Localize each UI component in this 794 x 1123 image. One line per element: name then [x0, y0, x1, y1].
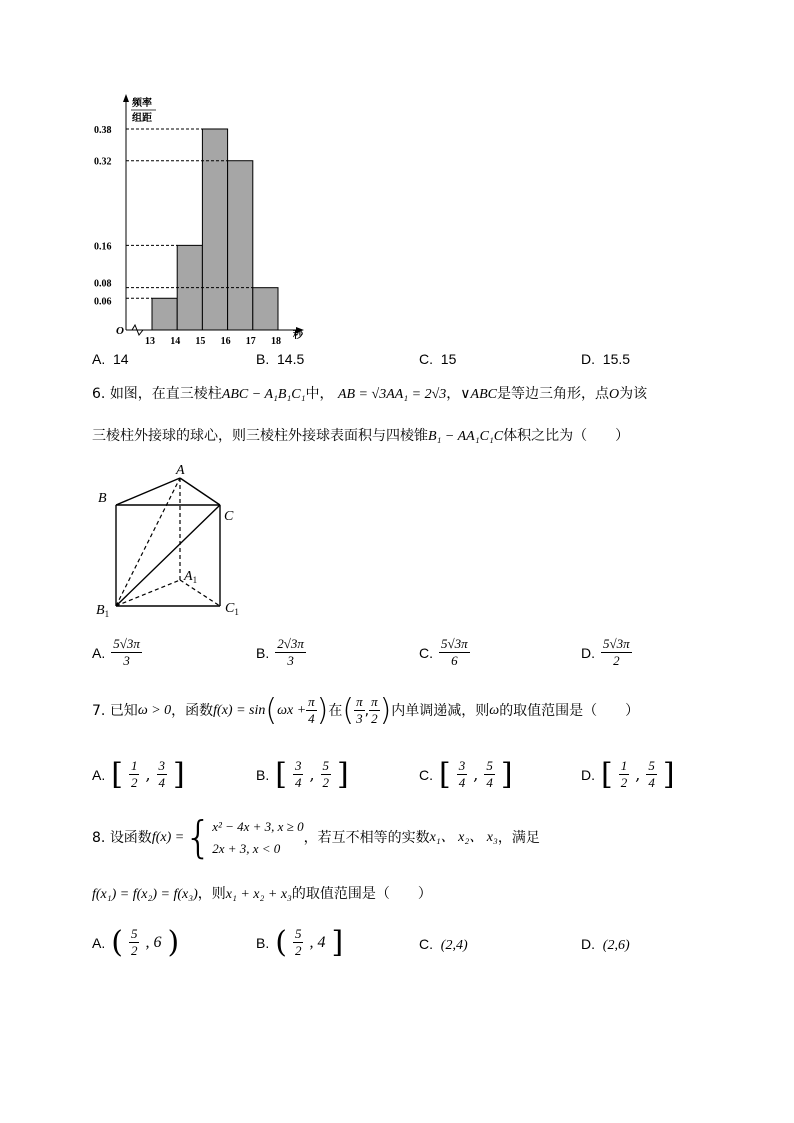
q6-prism: ABC − A₁B₁C₁ [221, 387, 306, 402]
q8-sum: x₁ + x₂ + x₃ [225, 887, 292, 902]
q7-text: 内单调递减，则 [391, 702, 490, 719]
option-letter: B. [256, 766, 270, 783]
histogram-bar-17-18 [253, 288, 278, 330]
q7-argument: ωx + [277, 702, 307, 718]
option-fraction: $\frac{5√3\pi}{6}$ [441, 636, 468, 668]
option-letter: C. [419, 644, 433, 661]
q8-function: f(x) = [151, 830, 185, 845]
prism-figure [92, 458, 252, 623]
vertex-b1: $B_1$ [96, 603, 110, 619]
histogram-bar-15-16 [202, 129, 227, 330]
option-upper-bound: $\frac{5}{2}$ [322, 758, 330, 790]
q8-text: ，若互不相等的实数 [303, 830, 430, 846]
q5-option-c[interactable] [419, 351, 456, 367]
q7-pi-over-4: $\frac{\pi}{4}$ [308, 694, 315, 726]
option-letter: D. [581, 766, 595, 783]
question-number: 7. [92, 702, 106, 719]
option-lower-bound: $\frac{1}{2}$ [620, 758, 628, 790]
x-axis-unit: 秒 [293, 330, 303, 341]
option-fraction: $\frac{5√3\pi}{2}$ [603, 636, 630, 668]
q8-text: 设函数 [109, 830, 152, 846]
q7-option-c[interactable]: C. [ $\frac{3}{4}$ , $\frac{5}{4}$ ] [419, 756, 513, 792]
q8-piecewise [212, 816, 303, 860]
vertex-b: B [98, 491, 107, 506]
option-lower-bound: $\frac{1}{2}$ [130, 758, 138, 790]
option-fraction: $\frac{5√3\pi}{3}$ [113, 636, 140, 668]
q6-text: 为该 [619, 386, 648, 402]
option-letter: B. [256, 934, 270, 951]
q6-stem-line2 [92, 426, 629, 447]
q8-text: ，满足 [497, 830, 540, 846]
q8-text: ，则 [197, 886, 226, 902]
x-tick-label-16: 16 [220, 336, 231, 345]
x-tick-label-17: 17 [245, 336, 256, 345]
q7-function: f(x) = sin [213, 702, 266, 718]
q5-option-a[interactable] [92, 351, 129, 367]
x-tick-label-15: 15 [195, 336, 206, 345]
vertex-c: C [224, 509, 234, 524]
option-lower-bound: $\frac{3}{4}$ [294, 758, 302, 790]
option-letter: B. [256, 644, 270, 661]
q7-text: 的取值范围是（ ） [499, 702, 640, 719]
q8-stem-line1: 8. 设函数 f(x) = { x² − 4x + 3, x ≥ 0 2x + 3, x < 0 ，若互不相等的实数 x₁、 x₂、 x₃ ，满足 [92, 812, 540, 863]
q6-stem-line1 [92, 384, 647, 405]
option-letter: C. [419, 351, 433, 367]
q8-option-b[interactable] [256, 926, 343, 959]
q5-option-b[interactable] [256, 351, 304, 367]
option-letter: C. [419, 936, 433, 952]
y-axis-label-top: 频率 [132, 98, 152, 109]
origin-label: O [116, 325, 124, 337]
y-tick-label-0.38: 0.38 [94, 124, 112, 136]
y-tick-label-0.06: 0.06 [94, 296, 112, 308]
q6-text: ， [446, 386, 461, 402]
close-bracket: ) [167, 924, 180, 960]
vertex-a1: $A_1$ [184, 569, 198, 585]
option-value: (2,4) [440, 938, 468, 953]
question-number: 8. [92, 830, 106, 846]
histogram-bar-13-14 [152, 298, 177, 330]
option-letter: D. [581, 351, 595, 367]
option-upper-bound: $\frac{5}{4}$ [648, 758, 655, 790]
q6-option-d[interactable] [581, 636, 632, 669]
option-letter: D. [581, 936, 595, 952]
option-value: 15 [440, 351, 457, 367]
x-tick-label-14: 14 [170, 336, 181, 345]
x-tick-label-18: 18 [271, 336, 281, 345]
option-fraction: $\frac{5}{2}$ [130, 926, 138, 958]
q6-option-b[interactable] [256, 636, 306, 669]
option-rest: , 4 [309, 933, 326, 951]
question-number: 6. [92, 386, 106, 402]
q7-condition: ω > 0 [137, 702, 172, 718]
option-fraction: $\frac{2√3\pi}{3}$ [277, 636, 304, 668]
option-letter: A. [92, 934, 106, 951]
q7-stem: 7. 已知 ω > 0 ，函数 f(x) = sin ( ωx + $\frac{\pi}{4}$ ) 在 ( $\frac{\pi}{3}$ , $\frac{\pi}{2}$ ) 内单调递减，则 ω 的取值范围是（ ） [92, 692, 640, 728]
q6-pyramid: B₁ − AA₁C₁C [428, 429, 504, 444]
q6-triangle: ∨ABC [460, 387, 497, 402]
q6-text: 如图，在直三棱柱 [109, 386, 222, 402]
option-value: 15.5 [602, 351, 631, 367]
q5-option-d[interactable] [581, 351, 630, 367]
q8-text: 的取值范围是（ ） [291, 886, 432, 902]
option-upper-bound: $\frac{3}{4}$ [158, 758, 166, 790]
histogram-bar-16-17 [228, 161, 253, 330]
option-value: 14 [113, 351, 129, 367]
q8-equation: f(x₁) = f(x₂) = f(x₃) [92, 887, 198, 902]
option-fraction: $\frac{5}{2}$ [294, 926, 302, 958]
q6-option-a[interactable] [92, 636, 142, 669]
option-letter: B. [256, 351, 270, 367]
q8-option-d[interactable] [581, 936, 630, 954]
q8-piece-2: 2x + 3, x < 0 [212, 841, 281, 856]
y-axis-label-bottom: 组距 [132, 113, 152, 124]
x-tick-label-13: 13 [145, 336, 155, 345]
option-letter: C. [419, 766, 433, 783]
option-lower-bound: $\frac{3}{4}$ [458, 758, 466, 790]
q8-option-a[interactable] [92, 926, 179, 959]
q6-point-o: O [609, 387, 620, 402]
close-bracket: ] [331, 924, 344, 960]
option-upper-bound: $\frac{5}{4}$ [486, 758, 493, 790]
y-tick-label-0.08: 0.08 [94, 278, 112, 290]
q7-option-b[interactable]: B. [ $\frac{3}{4}$ , $\frac{5}{2}$ ] [256, 756, 349, 792]
q6-option-c[interactable] [419, 636, 470, 669]
option-letter: A. [92, 644, 106, 661]
histogram-chart [90, 90, 320, 345]
y-tick-label-0.16: 0.16 [94, 241, 112, 253]
q6-text: 三棱柱外接球的球心，则三棱柱外接球表面积与四棱锥 [92, 428, 428, 444]
q6-text: 是等边三角形，点 [497, 386, 609, 402]
option-value: 14.5 [277, 351, 305, 367]
option-rest: , 6 [145, 933, 162, 951]
option-letter: A. [92, 766, 106, 783]
q7-text: 在 [328, 702, 343, 719]
vertex-c1: $C_1$ [225, 601, 239, 617]
q7-interval-right: $\frac{\pi}{2}$ [371, 694, 378, 726]
q8-option-c[interactable] [419, 936, 468, 954]
q7-interval-left: $\frac{\pi}{3}$ [356, 694, 363, 726]
q7-text: ，函数 [171, 702, 214, 719]
q6-text: 中， [305, 386, 334, 402]
open-bracket: ( [111, 924, 123, 960]
q8-variables: x₁、 x₂、 x₃ [429, 830, 498, 845]
q7-omega: ω [489, 702, 500, 718]
q8-stem-line2 [92, 884, 432, 905]
option-letter: D. [581, 644, 595, 661]
y-tick-label-0.32: 0.32 [94, 156, 112, 168]
option-letter: A. [92, 351, 106, 367]
q6-text: 体积之比为（ ） [503, 428, 630, 444]
open-bracket: ( [275, 924, 287, 960]
q7-text: 已知 [109, 702, 138, 719]
option-value: (2,6) [602, 938, 630, 953]
vertex-a: A [176, 463, 185, 478]
q6-condition: AB = √3AA₁ = 2√3 [337, 387, 447, 402]
q7-option-a[interactable]: A. [ $\frac{1}{2}$ , $\frac{3}{4}$ ] [92, 756, 185, 792]
q7-option-d[interactable]: D. [ $\frac{1}{2}$ , $\frac{5}{4}$ ] [581, 756, 675, 792]
q8-piece-1: x² − 4x + 3, x ≥ 0 [212, 819, 304, 834]
